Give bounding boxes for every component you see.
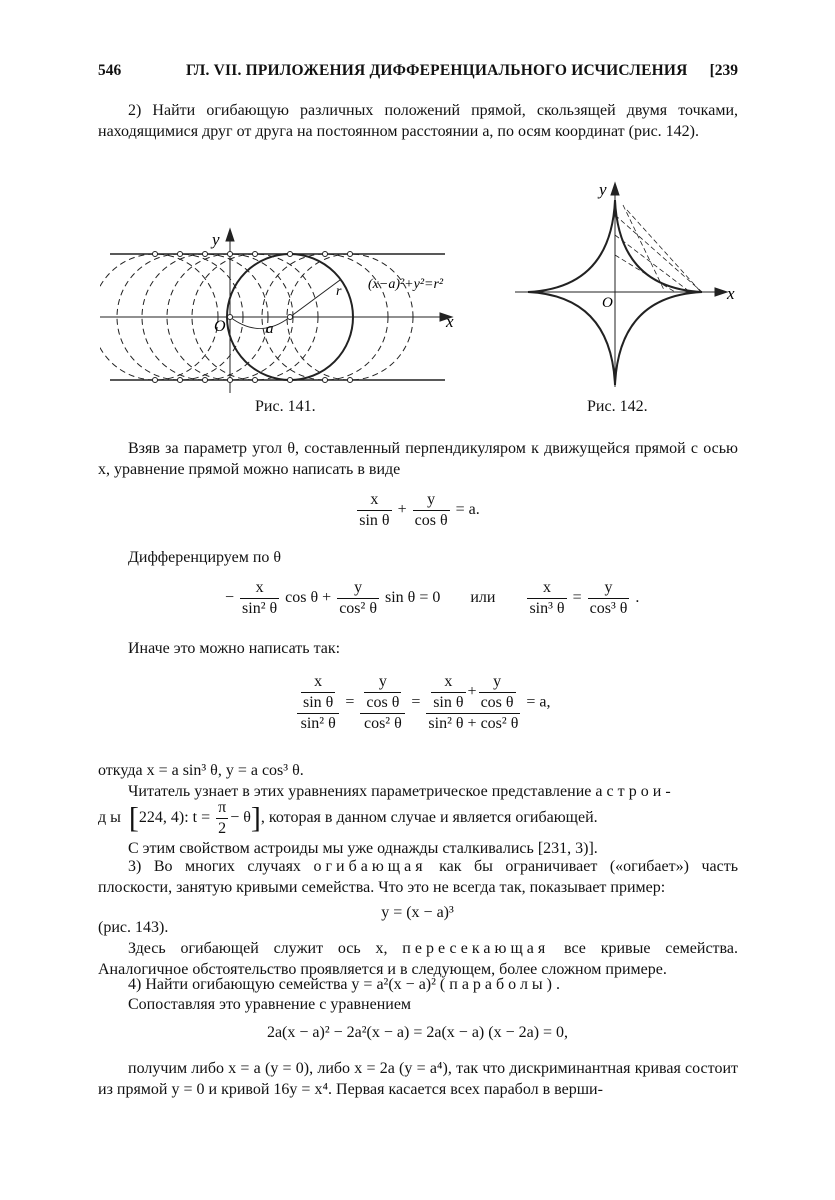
sliding-line xyxy=(615,235,690,292)
paragraph-parameter: Взяв за параметр угол θ, составленный перпендикуляром к движущейся прямой с осью x, уравнение прямой можно написать в виде xyxy=(98,440,738,478)
paragraph-fig-143: (рис. 143). xyxy=(98,919,169,936)
section-number: [239 xyxy=(709,62,738,79)
x-axis-arrow xyxy=(715,288,727,296)
equation-ratio: $\frac{\frac{x}{\text{sin θ}}}{\text{sin² θ}}$ = $\frac{\frac{y}{\text{cos θ}}}{\text{cos² θ}}$ = $\frac{x}{\text{sin θ}}$ + $\frac{y}{\text{cos θ}}$ sin² θ + cos² θ = a, xyxy=(295,672,550,734)
fig142-y-label: y xyxy=(599,180,607,199)
paragraph-astroid-line1: Читатель узнает в этих уравнениях параметрическое представление астрои- xyxy=(128,783,675,800)
equation-derivative: − $\frac{x}{\text{sin² θ}}$ cos θ + $\frac{y}{\text{cos² θ}}$ sin θ = 0 или $\frac{x}{\text{sin³ θ}}$ = $\frac{y}{\text{cos³ θ}}$ . xyxy=(225,579,640,617)
paragraph-whence: откуда x = a sin³ θ, y = a cos³ θ. xyxy=(98,762,304,779)
page-number: 546 xyxy=(98,62,122,79)
fig141-y-label: y xyxy=(212,230,220,249)
y-axis-arrow xyxy=(226,229,234,241)
sliding-line xyxy=(627,210,701,292)
chapter-title: ГЛ. VII. ПРИЛОЖЕНИЯ ДИФФЕРЕНЦИАЛЬНОГО ИСЧИСЛЕНИЯ xyxy=(186,62,688,79)
running-header xyxy=(98,62,738,86)
problem-2-text: 2) Найти огибающую различных положений прямой, скользящей двумя точками, находящимися друг от друга на постоянном расстоянии a, по осям координат (рис. 142). xyxy=(98,102,738,140)
y-axis-arrow xyxy=(611,183,619,195)
fig142-origin-label: O xyxy=(602,295,613,311)
equation-discriminant: 2a(x − a)² − 2a²(x − a) = 2a(x − a) (x − 2a) = 0, xyxy=(266,1024,569,1041)
fig141-equation: (x−a)²+y²=r² xyxy=(368,277,444,292)
figure-141 xyxy=(100,215,470,395)
paragraph-property: С этим свойством астроиды мы уже однажды сталкивались [231, 3)]. xyxy=(128,840,598,857)
paragraph-astroid-line2: ды [224, 4): t = $\frac{\pi}{2}$ − θ], которая в данном случае и является огибающей. xyxy=(98,799,598,837)
fig141-r-label: r xyxy=(336,284,342,299)
distance-arc xyxy=(230,317,290,329)
paragraph-differentiate: Дифференцируем по θ xyxy=(128,549,282,566)
sliding-line xyxy=(623,205,665,292)
figure-142 xyxy=(515,175,745,395)
paragraph-example-3: 3) Во многих случаях огибающая как бы ограничивает («огибает») часть плоскости, занятую кривыми семейства. Что это не всегда так, показывает пример: xyxy=(98,858,739,896)
fig142-x-label: x xyxy=(727,284,735,303)
fig141-origin-label: O xyxy=(214,318,226,335)
fig141-x-label: x xyxy=(446,312,454,331)
paragraph-axis-envelope: Здесь огибающей служит ось x, пересекающая все кривые семейства. Аналогичное обстоятельство проявляется и в следующем, более сложном примере. xyxy=(98,940,738,978)
paragraph-otherwise: Иначе это можно написать так: xyxy=(128,640,341,657)
paragraph-discriminant-curve: получим либо x = a (y = 0), либо x = 2a (y = a⁴), так что дискриминантная кривая состоит из прямой y = 0 и кривой 16y = x⁴. Первая касается всех парабол в верши- xyxy=(98,1060,738,1098)
figure-142-caption: Рис. 142. xyxy=(587,398,648,415)
paragraph-compare: Сопоставляя это уравнение с уравнением xyxy=(128,996,412,1013)
fig141-a-label: a xyxy=(266,321,274,337)
equation-line: $\frac{x}{\text{sin θ}}$ + $\frac{y}{\text{cos θ}}$ = a. xyxy=(359,491,480,529)
radius-line xyxy=(290,280,340,317)
figure-141-caption: Рис. 141. xyxy=(255,398,316,415)
paragraph-problem-4: 4) Найти огибающую семейства y = a²(x − a)² (параболы). xyxy=(128,976,565,993)
equation-cubic: y = (x − a)³ xyxy=(381,904,454,921)
